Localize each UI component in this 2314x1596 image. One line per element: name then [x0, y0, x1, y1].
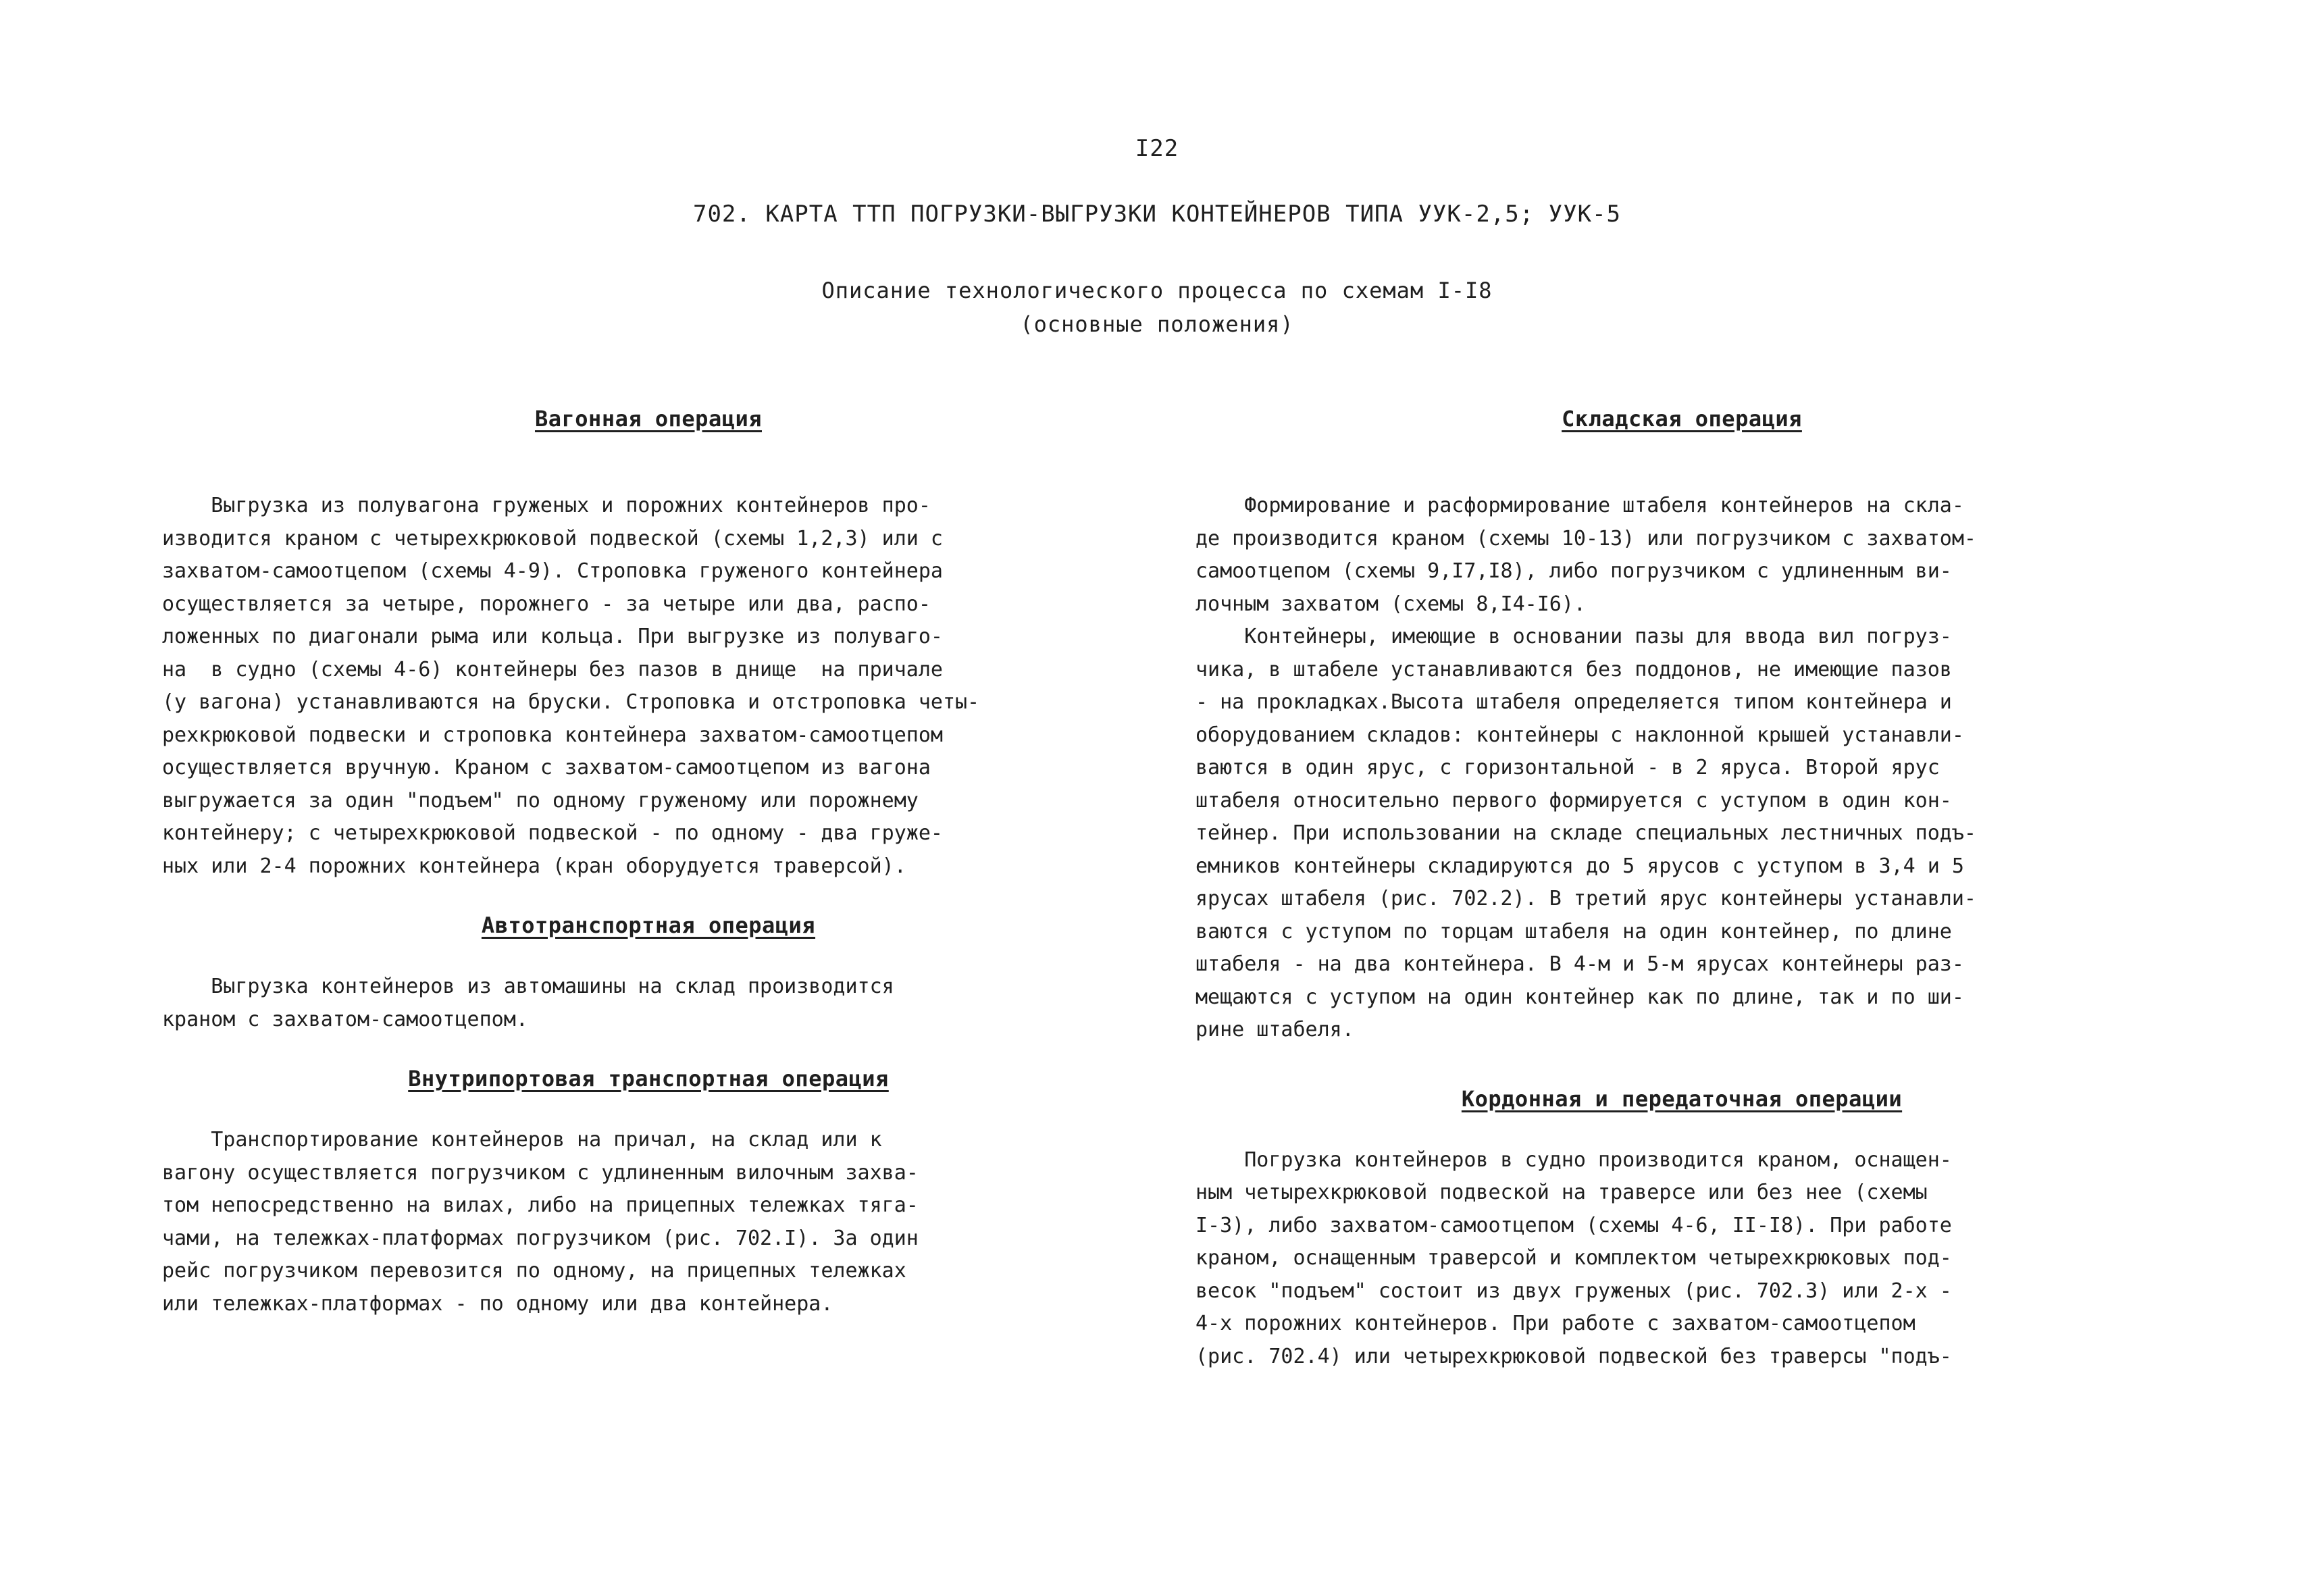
text-line: штабеля относительно первого формируется с уступом в один кон- — [1195, 788, 1952, 813]
text-line: штабеля - на два контейнера. В 4-м и 5-м ярусах контейнеры раз- — [1195, 952, 1964, 976]
warehouse-operation-text — [1195, 490, 2168, 1047]
text-line: том непосредственно на вилах, либо на прицепных тележках тяга- — [162, 1193, 919, 1217]
text-line: Контейнеры, имеющие в основании пазы для ввода вил погруз- — [1195, 625, 1952, 648]
text-line: ных или 2-4 порожних контейнера (кран оборудуется траверсой). — [162, 854, 906, 878]
text-line: оборудованием складов: контейнеры с наклонной крышей устанавли- — [1195, 723, 1964, 747]
text-line: ваются с уступом по торцам штабеля на один контейнер, по длине — [1195, 919, 1952, 944]
text-line: ярусах штабеля (рис. 702.2). В третий ярус контейнеры устанавли- — [1195, 887, 1976, 910]
text-line: Транспортирование контейнеров на причал, на склад или к — [162, 1128, 882, 1152]
text-line: весок "подъем" состоит из двух груженых (рис. 702.3) или 2-х - — [1195, 1279, 1952, 1303]
heading-intraport-transport-operation: Внутрипортовая транспортная операция — [408, 1066, 889, 1091]
text-line: рине штабеля. — [1195, 1018, 1354, 1041]
text-line: выгружается за один "подъем" по одному груженому или порожнему — [162, 788, 919, 813]
subtitle-line-1: Описание технологического процесса по схемам I-I8 — [821, 278, 1493, 303]
document-subtitle — [0, 274, 2314, 341]
intraport-transport-operation-text — [162, 1124, 1135, 1320]
right-column — [1195, 402, 2168, 1373]
text-line: Выгрузка из полувагона груженых и порожних контейнеров про- — [162, 494, 931, 517]
text-line: емников контейнеры складируются до 5 ярусов с уступом в 3,4 и 5 — [1195, 854, 1964, 878]
text-line: Погрузка контейнеров в судно производится краном, оснащен- — [1195, 1148, 1952, 1172]
wagon-operation-text — [162, 490, 1135, 883]
text-line: I-3), либо захватом-самоотцепом (схемы 4-6, II-I8). При работе — [1195, 1213, 1952, 1237]
text-line: тейнер. При использовании на складе специальных лестничных подъ- — [1195, 821, 1976, 845]
page-number: I22 — [1135, 135, 1179, 162]
text-line: (рис. 702.4) или четырехкрюковой подвеской без траверсы "подъ- — [1195, 1344, 1952, 1368]
heading-wagon-operation: Вагонная операция — [534, 406, 762, 432]
text-line: изводится краном с четырехкрюковой подвеской (схемы 1,2,3) или с — [162, 526, 943, 550]
text-line: захватом-самоотцепом (схемы 4-9). Строповка груженого контейнера — [162, 559, 943, 583]
heading-auto-transport-operation: Автотранспортная операция — [481, 912, 816, 938]
text-line: осуществляется вручную. Краном с захватом-самоотцепом из вагона — [162, 756, 931, 779]
text-line: лочным захватом (схемы 8,I4-I6). — [1195, 592, 1586, 616]
text-line: ваются в один ярус, с горизонтальной - в 2 яруса. Второй ярус — [1195, 756, 1940, 779]
auto-transport-operation-text — [162, 971, 1135, 1036]
text-line: - на прокладках.Высота штабеля определяется типом контейнера и — [1195, 690, 1952, 714]
text-line: чами, на тележках-платформах погрузчиком (рис. 702.I). За один — [162, 1226, 919, 1250]
subtitle-line-2: (основные положения) — [1020, 311, 1294, 337]
text-line: контейнеру; с четырехкрюковой подвеской - по одному - два груже- — [162, 821, 943, 845]
text-line: вагону осуществляется погрузчиком с удлиненным вилочным захва- — [162, 1160, 919, 1185]
text-line: 4-х порожних контейнеров. При работе с захватом-самоотцепом — [1195, 1312, 1916, 1335]
text-line: мещаются с уступом на один контейнер как по длине, так и по ши- — [1195, 985, 1964, 1009]
text-line: Формирование и расформирование штабеля контейнеров на скла- — [1195, 494, 1964, 517]
heading-warehouse-operation: Складская операция — [1562, 406, 1802, 432]
text-line: или тележках-платформах - по одному или два контейнера. — [162, 1291, 833, 1316]
text-line: (у вагона) устанавливаются на бруски. Строповка и отстроповка четы- — [162, 690, 980, 714]
cordon-transfer-operations-text — [1195, 1144, 2168, 1374]
heading-cordon-transfer-operations: Кордонная и передаточная операции — [1461, 1085, 1903, 1112]
left-column — [162, 402, 1135, 1320]
text-line: рейс погрузчиком перевозится по одному, на прицепных тележках — [162, 1259, 906, 1283]
text-line: краном, оснащенным траверсой и комплектом четырехкрюковых под- — [1195, 1246, 1952, 1270]
text-line: осуществляется за четыре, порожнего - за четыре или два, распо- — [162, 592, 931, 616]
text-line: на в судно (схемы 4-6) контейнеры без пазов в днище на причале — [162, 657, 943, 681]
text-line: ложенных по диагонали рыма или кольца. При выгрузке из полуваго- — [162, 625, 943, 648]
text-line: рехкрюковой подвески и строповка контейнера захватом-самоотцепом — [162, 723, 943, 747]
text-line: чика, в штабеле устанавливаются без поддонов, не имеющие пазов — [1195, 657, 1952, 681]
text-line: де производится краном (схемы 10-13) или погрузчиком с захватом- — [1195, 526, 1976, 550]
text-line: ным четырехкрюковой подвеской на траверсе или без нее (схемы — [1195, 1181, 1928, 1204]
text-line: Выгрузка контейнеров из автомашины на склад производится — [162, 975, 894, 998]
document-title: 702. КАРТА ТТП ПОГРУЗКИ-ВЫГРУЗКИ КОНТЕЙНЕРОВ ТИПА УУК-2,5; УУК-5 — [692, 201, 1622, 228]
text-line: самоотцепом (схемы 9,I7,I8), либо погрузчиком с удлиненным ви- — [1195, 559, 1952, 583]
text-line: краном с захватом-самоотцепом. — [162, 1007, 528, 1031]
